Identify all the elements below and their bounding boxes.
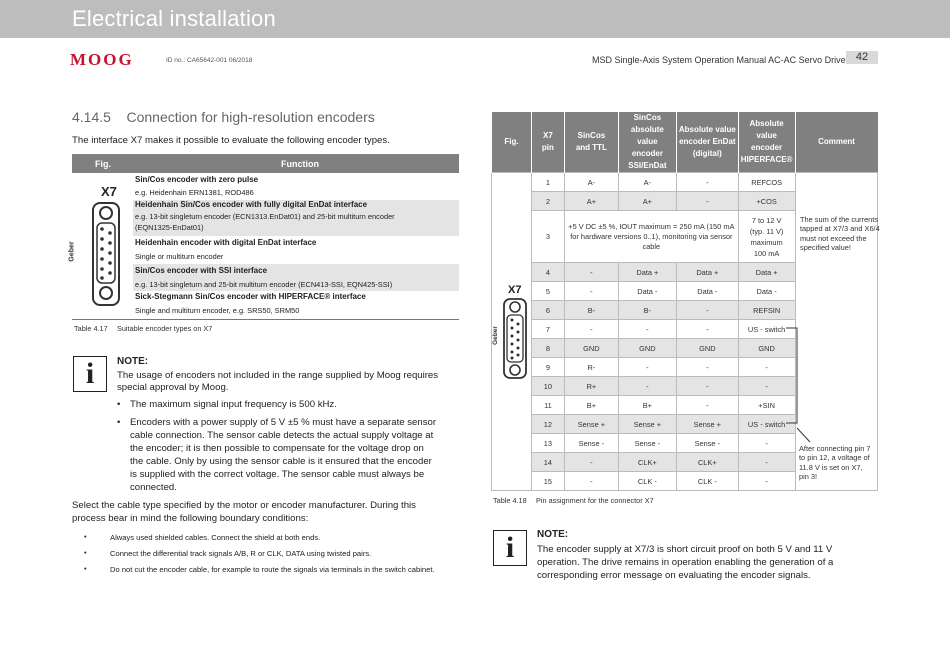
note-text: The encoder supply at X7/3 is short circuit proof on both 5 V and 11 V <box>537 544 833 555</box>
table-cell: 14 <box>531 453 564 472</box>
table-cell: 1 <box>531 173 564 192</box>
table-row <box>492 301 878 320</box>
cell-text-line: must not exceed the <box>800 233 867 243</box>
info-icon: i <box>73 356 107 392</box>
table-cell: +SIN <box>738 396 795 415</box>
x7-connector-icon <box>502 298 530 380</box>
header-text: absolute <box>630 125 664 134</box>
table-cell: 2 <box>531 192 564 211</box>
table-cell: 10 <box>531 377 564 396</box>
table-cell: 3 <box>531 211 564 263</box>
cell-text-line: pin 3! <box>799 471 818 481</box>
bullet-dot: • <box>84 564 87 573</box>
table-caption: Suitable encoder types on X7 <box>117 324 213 333</box>
table-cell: Data - <box>738 282 795 301</box>
x7-connector-icon <box>90 201 124 307</box>
table-cell: B- <box>618 301 676 320</box>
col-function: Function <box>281 159 319 169</box>
encoder-type-row: Heidenhain encoder with digital EnDat interface <box>135 238 317 247</box>
table-cell: 12 <box>531 415 564 434</box>
col-header <box>795 112 877 173</box>
table-cell: - <box>738 472 795 491</box>
header-text: encoder <box>751 143 783 152</box>
encoder-type-row: Heidenhain Sin/Cos encoder with fully digital EnDat interface <box>133 200 459 212</box>
table-cell: - <box>618 377 676 396</box>
header-text: and TTL <box>575 143 607 152</box>
table-cell: B- <box>564 301 618 320</box>
document-id: ID no.: CA65642-001 06/2018 <box>166 57 253 64</box>
table-cell: Data + <box>738 263 795 282</box>
x7-label: X7 <box>508 284 522 296</box>
table-bottom-rule <box>72 319 459 320</box>
section-heading: 4.14.5 Connection for high-resolution encoders <box>72 109 375 125</box>
encoder-type-row: Sin/Cos encoder with zero pulse <box>135 175 259 184</box>
table-cell <box>738 211 795 263</box>
header-text: encoder EnDat <box>679 137 736 146</box>
table-cell: - <box>564 263 618 282</box>
col-header <box>492 112 532 173</box>
encoder-type-row: Sick-Stegmann Sin/Cos encoder with HIPERFACE® interface <box>135 292 366 301</box>
table-cell: Sense + <box>618 415 676 434</box>
note-bullet: connected. <box>130 482 177 493</box>
table-cell: - <box>564 453 618 472</box>
geber-label: Geber <box>68 241 76 262</box>
table-cell: A+ <box>564 192 618 211</box>
encoder-type-row: Sin/Cos encoder with SSI interface <box>133 264 459 278</box>
table-cell: - <box>738 377 795 396</box>
note-bullet: The maximum signal input frequency is 500 kHz. <box>130 399 337 410</box>
encoder-example-row: Single and multiturn encoder, e.g. SRS50, SRM50 <box>135 306 300 315</box>
geber-label: Geber <box>491 326 499 345</box>
note-bullet: the encoder; it is then possible to compensate for the voltage drop on <box>130 443 424 454</box>
table-caption-number: Table 4.17 <box>74 324 108 333</box>
table-cell: Sense - <box>564 434 618 453</box>
table-cell: Sense + <box>676 415 738 434</box>
bullet-dot: • <box>84 548 87 557</box>
condition-item: Do not cut the encoder cable, for example to route the signals via terminals in the switch cabinet. <box>110 565 435 574</box>
condition-item: Always used shielded cables. Connect the shield at both ends. <box>110 533 321 542</box>
table-cell: - <box>564 472 618 491</box>
note-bullet: Encoders with a power supply of 5 V ±5 % must have a separate sensor <box>130 417 437 428</box>
table-cell: - <box>676 173 738 192</box>
table-cell: - <box>618 320 676 339</box>
comment-current-sum <box>800 215 880 252</box>
table-cell: - <box>618 358 676 377</box>
encoder-example-row: e.g. 13-bit singleturn and 25-bit multiturn encoder (ECN413-SSI, EQN425-SSI) <box>133 278 459 291</box>
header-text: value <box>637 137 658 146</box>
col-fig: Fig. <box>95 159 111 169</box>
table-cell: Sense + <box>564 415 618 434</box>
encoder-example-row: e.g. Heidenhain ERN1381, ROD486 <box>135 188 254 197</box>
encoder-example-row: (EQN1325-EnDat01) <box>133 222 459 236</box>
header-text: X7 <box>543 131 553 140</box>
header-text: Comment <box>818 137 855 146</box>
table-cell <box>564 211 738 263</box>
cell-text-line: to pin 12, a voltage of <box>799 453 870 463</box>
table-cell: CLK - <box>676 472 738 491</box>
header-text: Absolute value <box>678 125 736 134</box>
cell-text-line: 100 mA <box>753 248 780 258</box>
switch-connector-line <box>780 320 850 450</box>
bullet-dot: • <box>117 417 121 428</box>
table-cell: - <box>676 320 738 339</box>
table-cell: Data - <box>676 282 738 301</box>
table-cell: Data + <box>676 263 738 282</box>
table-cell: - <box>676 377 738 396</box>
table-cell: CLK+ <box>618 453 676 472</box>
cell-text-line: +5 V DC ±5 %, IOUT maximum = 250 mA (150 mA <box>568 221 735 231</box>
table-cell: R- <box>564 358 618 377</box>
table-cell: A- <box>564 173 618 192</box>
cell-text-line: specified value! <box>800 242 851 252</box>
encoder-example-row: Single or multiturn encoder <box>135 252 224 261</box>
table-cell: 4 <box>531 263 564 282</box>
table-cell: US - switch <box>738 320 795 339</box>
cell-text-line: (typ. 11 V) <box>749 226 784 236</box>
table-cell: 13 <box>531 434 564 453</box>
x7-label: X7 <box>101 184 117 199</box>
table-cell: - <box>564 320 618 339</box>
table-cell: B+ <box>564 396 618 415</box>
header-text: SSI/EnDat <box>628 161 667 170</box>
table-cell: REFCOS <box>738 173 795 192</box>
table-cell: - <box>738 358 795 377</box>
col-header <box>564 112 618 173</box>
note-title: NOTE: <box>117 356 149 367</box>
cell-text-line: tapped at X7/3 and X6/4 <box>800 224 880 234</box>
cell-text-line: 11.8 V is set on X7, <box>799 462 863 472</box>
table-cell: GND <box>564 339 618 358</box>
table-cell: GND <box>738 339 795 358</box>
table-cell: A- <box>618 173 676 192</box>
table-cell: 15 <box>531 472 564 491</box>
note-bullet: the cable. Only by using the sensor cable is it ensured that the encoder <box>130 456 432 467</box>
table-cell: R+ <box>564 377 618 396</box>
header-text: pin <box>541 143 554 152</box>
note-title: NOTE: <box>537 529 569 540</box>
cell-text-line: After connecting pin 7 <box>799 444 871 453</box>
table-caption-number: Table 4.18 <box>493 496 527 505</box>
header-text: SinCos <box>633 113 662 122</box>
table-cell: - <box>676 358 738 377</box>
cell-text-line: maximum <box>750 237 783 247</box>
table-cell: Data + <box>618 263 676 282</box>
header-text: HIPERFACE® <box>740 155 793 164</box>
header-text: Fig. <box>504 137 519 146</box>
table-cell: - <box>564 282 618 301</box>
table-cell: CLK+ <box>676 453 738 472</box>
table-cell: 5 <box>531 282 564 301</box>
table-cell: CLK - <box>618 472 676 491</box>
col-header <box>618 112 676 173</box>
cell-text-line: for hardware versions 0..1), monitoring via sensor <box>570 231 733 241</box>
col-header <box>676 112 738 173</box>
table-cell: - <box>676 396 738 415</box>
table-cell: 7 <box>531 320 564 339</box>
table-cell: GND <box>618 339 676 358</box>
header-text: value <box>756 131 777 140</box>
note-text: special approval by Moog. <box>117 382 229 393</box>
select-text: Select the cable type specified by the motor or encoder manufacturer. During this <box>72 500 416 511</box>
table-cell: - <box>676 301 738 320</box>
note-bullet: is supplied with the correct voltage. The sensor cable must always be <box>130 469 425 480</box>
table-cell: 6 <box>531 301 564 320</box>
note-text: corresponding error message on evaluating the encoder signals. <box>537 570 811 581</box>
table-caption: Pin assignment for the connector X7 <box>536 496 654 505</box>
table-cell: US - switch <box>738 415 795 434</box>
header-text: encoder <box>631 149 663 158</box>
cell-text-line: The sum of the currents <box>800 215 879 224</box>
table-cell: - <box>738 434 795 453</box>
note-text: operation. The drive remains in operation enabling the generation of a <box>537 557 834 568</box>
table-cell: - <box>676 192 738 211</box>
table-cell: Sense - <box>676 434 738 453</box>
col-header <box>738 112 795 173</box>
table-cell: GND <box>676 339 738 358</box>
header-text: SinCos <box>577 131 606 140</box>
col-header <box>531 112 564 173</box>
table-cell: REFSIN <box>738 301 795 320</box>
table-cell: 11 <box>531 396 564 415</box>
header-text: Absolute <box>749 119 784 128</box>
note-bullet: cable connection. The sensor cable detects the actual supply voltage at <box>130 430 434 441</box>
table-cell: - <box>738 453 795 472</box>
table-header-row <box>492 112 878 173</box>
manual-title: MSD Single-Axis System Operation Manual AC-AC Servo Drive <box>592 55 846 65</box>
page-number: 42 <box>846 51 878 64</box>
header-text: (digital) <box>692 149 722 158</box>
bullet-dot: • <box>117 399 121 410</box>
table-row <box>492 173 878 192</box>
intro-text: The interface X7 makes it possible to evaluate the following encoder types. <box>72 135 390 146</box>
condition-item: Connect the differential track signals A/B, R or CLK, DATA using twisted pairs. <box>110 549 372 558</box>
table-cell: Data - <box>618 282 676 301</box>
table-cell: A+ <box>618 192 676 211</box>
select-text: process bear in mind the following boundary conditions: <box>72 513 309 524</box>
table-cell: Sense - <box>618 434 676 453</box>
encoder-table-header <box>72 154 459 173</box>
moog-logo: MOOG <box>70 50 134 69</box>
cell-text-line: cable <box>642 241 661 251</box>
note-text: The usage of encoders not included in the range supplied by Moog requires <box>117 370 439 381</box>
table-cell: B+ <box>618 396 676 415</box>
bullet-dot: • <box>84 532 87 541</box>
encoder-example-row: e.g. 13-bit singleturn encoder (ECN1313.EnDat01) and 25-bit multiturn encoder <box>133 212 459 222</box>
table-cell: 9 <box>531 358 564 377</box>
info-icon: i <box>493 530 527 566</box>
cell-text-line: 7 to 12 V <box>751 215 782 225</box>
chapter-title: Electrical installation <box>72 6 276 31</box>
table-cell: +COS <box>738 192 795 211</box>
table-cell: 8 <box>531 339 564 358</box>
